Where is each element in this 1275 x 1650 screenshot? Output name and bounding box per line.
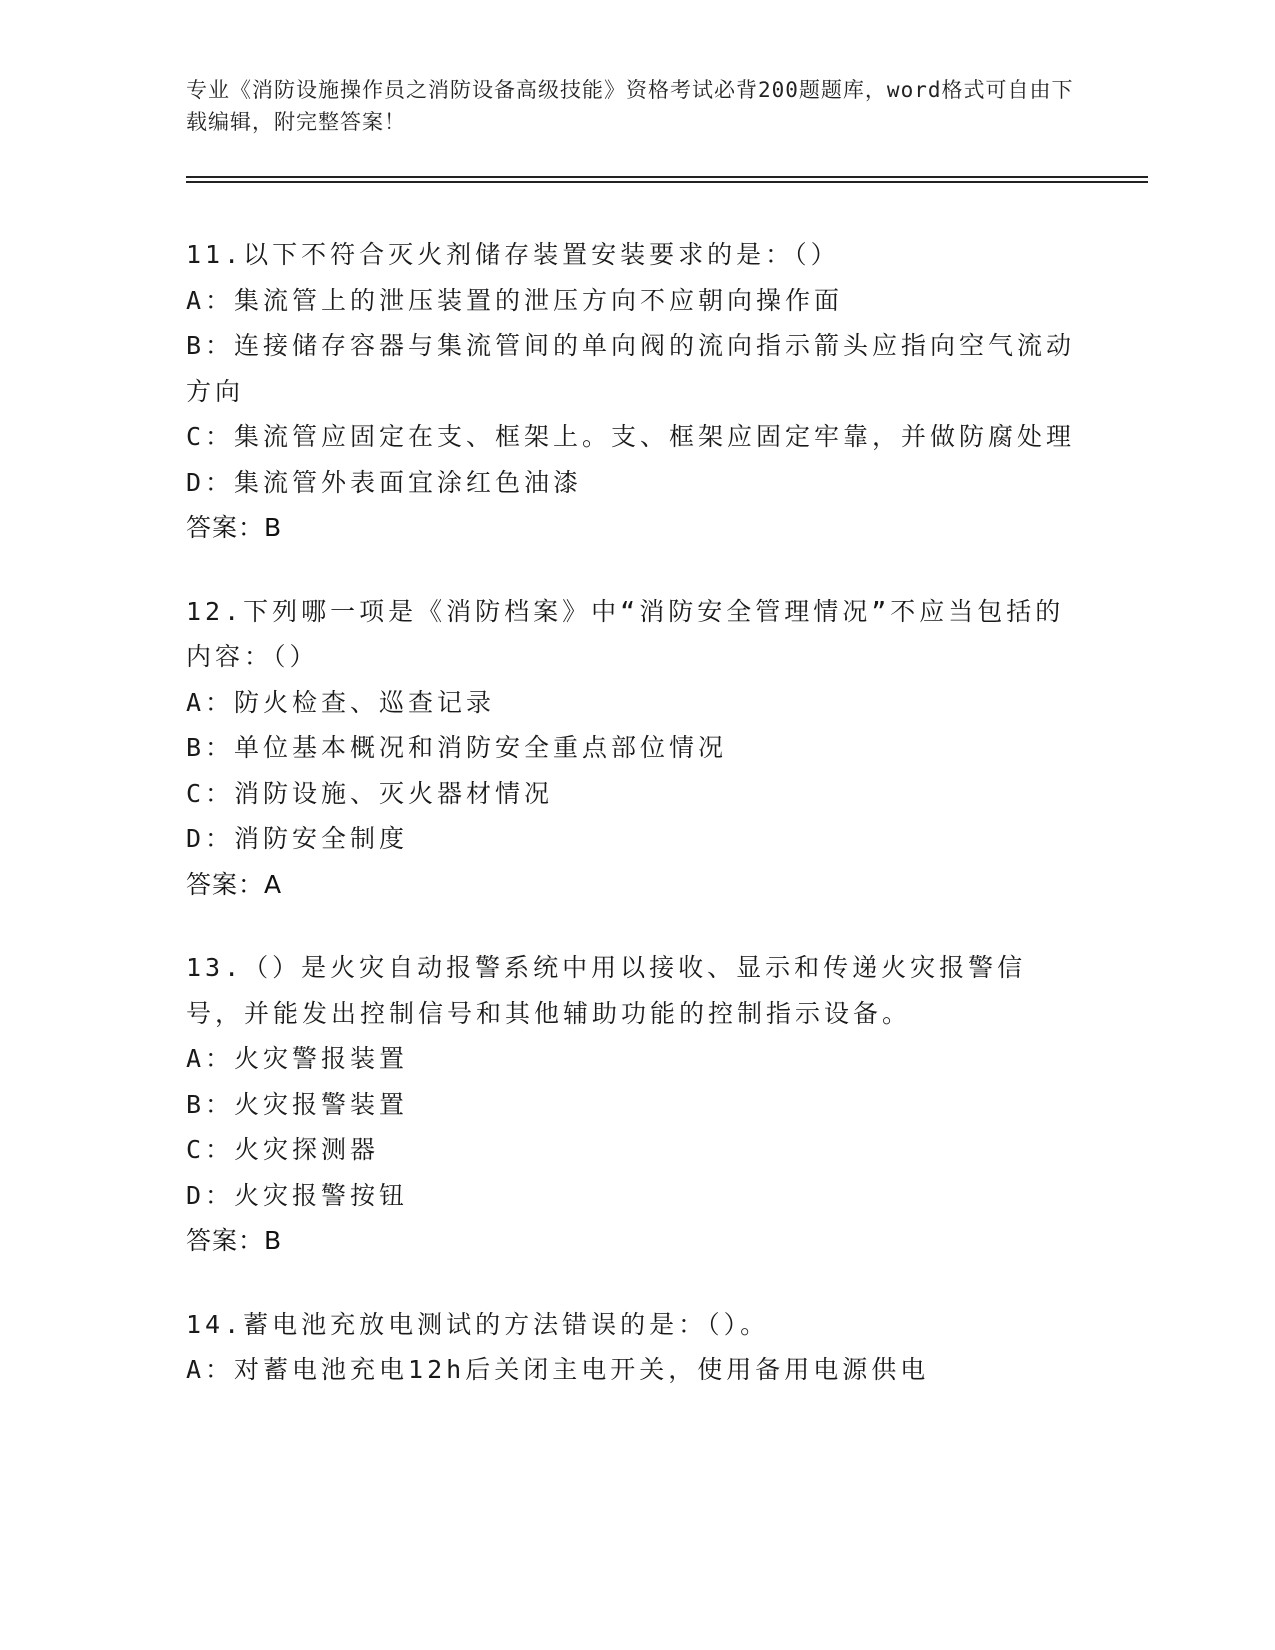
option-a: A：对蓄电池充电12h后关闭主电开关，使用备用电源供电 <box>186 1355 930 1384</box>
document-header <box>186 74 1076 138</box>
question-stem: 12.下列哪一项是《消防档案》中“消防安全管理情况”不应当包括的内容：（） <box>186 596 1065 671</box>
option-d: D：消防安全制度 <box>186 824 409 853</box>
option-c: C：消防设施、灭火器材情况 <box>186 778 554 808</box>
header-divider-top <box>186 176 1148 178</box>
header-divider-bottom <box>186 181 1148 183</box>
question-stem: 14.蓄电池充放电测试的方法错误的是：（）。 <box>186 1309 770 1339</box>
question-13 <box>186 945 1076 1264</box>
option-c: C：集流管应固定在支、框架上。支、框架应固定牢靠，并做防腐处理 <box>186 422 1076 451</box>
option-a: A：集流管上的泄压装置的泄压方向不应朝向操作面 <box>186 285 844 315</box>
option-c: C：火灾探测器 <box>186 1135 380 1164</box>
option-d: D：集流管外表面宜涂红色油漆 <box>186 467 583 497</box>
option-b: B：连接储存容器与集流管间的单向阀的流向指示箭头应指向空气流动方向 <box>186 331 1076 406</box>
option-b: B：单位基本概况和消防安全重点部位情况 <box>186 733 728 762</box>
question-list <box>186 232 1076 1431</box>
option-a: A：火灾警报装置 <box>186 1044 409 1073</box>
question-12 <box>186 589 1076 908</box>
question-stem: 11.以下不符合灭火剂储存装置安装要求的是：（） <box>186 240 840 269</box>
header-intro-text: 专业《消防设施操作员之消防设备高级技能》资格考试必背200题题库，word格式可自由下载编辑，附完整答案！ <box>186 78 1074 134</box>
answer-label: 答案：A <box>186 869 283 899</box>
question-11 <box>186 232 1076 551</box>
answer-label: 答案：B <box>186 1226 283 1255</box>
option-b: B：火灾报警装置 <box>186 1089 409 1119</box>
answer-label: 答案：B <box>186 513 283 542</box>
option-a: A：防火检查、巡查记录 <box>186 687 496 717</box>
question-14 <box>186 1302 1076 1393</box>
option-d: D：火灾报警按钮 <box>186 1180 409 1210</box>
question-stem: 13.（）是火灾自动报警系统中用以接收、显示和传递火灾报警信号，并能发出控制信号和其他辅助功能的控制指示设备。 <box>186 953 1027 1028</box>
